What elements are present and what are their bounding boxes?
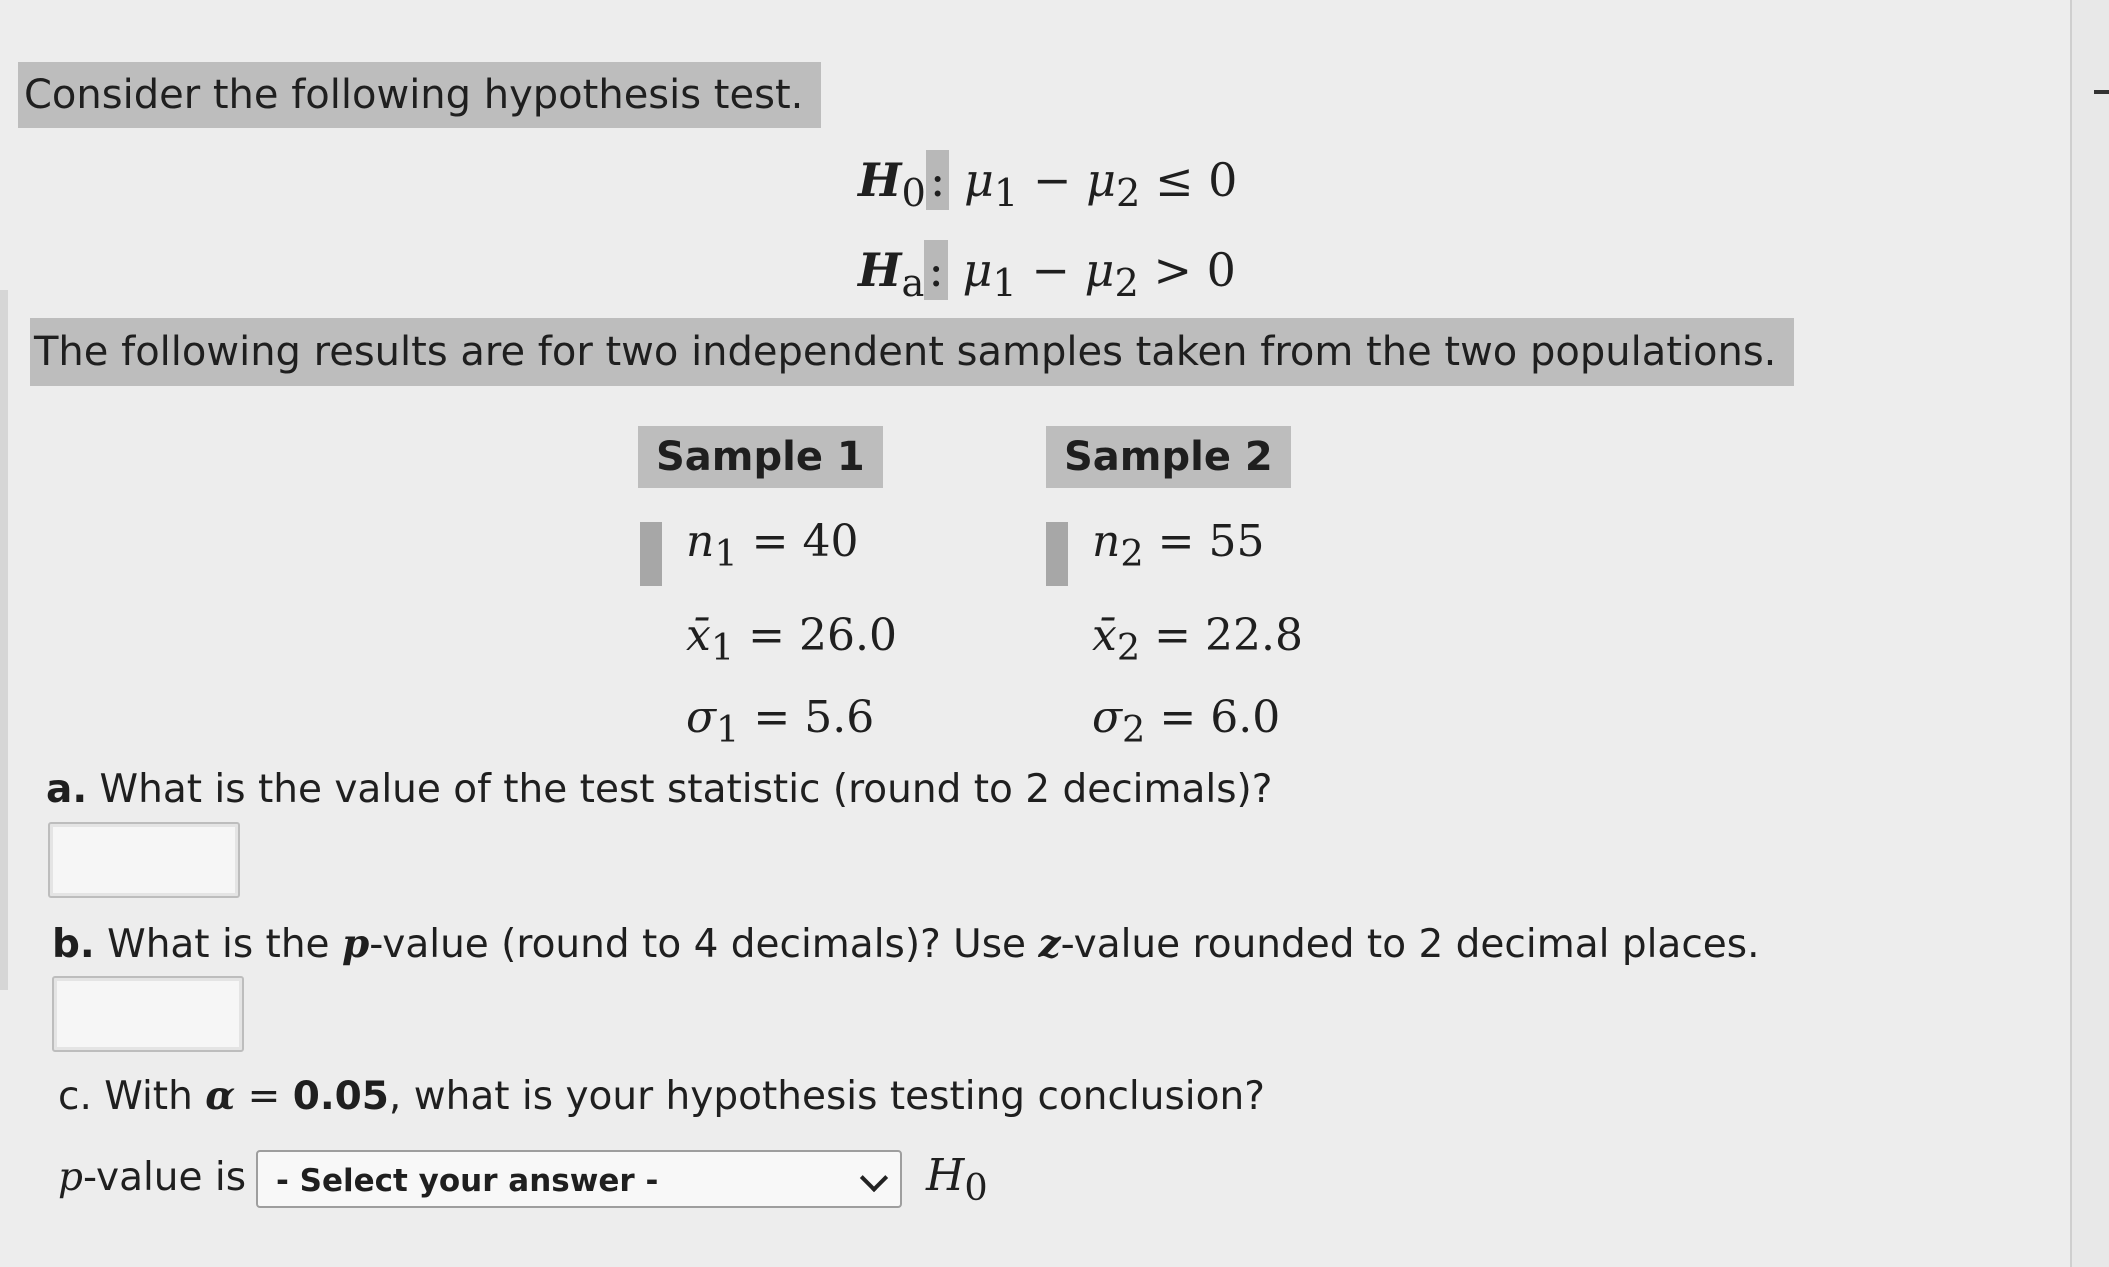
- sample-1-sigma: $\sigma_1 = 5.6$: [686, 692, 875, 751]
- results-text: The following results are for two independent samples taken from the two populations.: [30, 318, 1794, 386]
- alternative-hypothesis: $H_a$: $\mu_1 - \mu_2 > 0$: [858, 240, 1236, 314]
- select-value: - Select your answer -: [276, 1163, 659, 1199]
- sample-1-n: $n_1 = 40$: [686, 516, 859, 575]
- left-edge: [0, 290, 8, 990]
- sample-1-mean: $x̄_1 = 26.0$: [686, 610, 897, 669]
- conclusion-select[interactable]: [256, 1150, 902, 1208]
- answer-b-input[interactable]: [52, 976, 244, 1052]
- question-c: c. With α = 0.05, what is your hypothesis testing conclusion?: [58, 1073, 1265, 1119]
- chevron-down-icon[interactable]: [860, 1164, 888, 1192]
- intro-text: Consider the following hypothesis test.: [18, 62, 821, 128]
- null-hypothesis: $H_0$: $\mu_1 - \mu_2 \le 0$: [858, 150, 1237, 224]
- conclusion-label: p-value is: [58, 1155, 247, 1200]
- sample-2-sigma: $\sigma_2 = 6.0$: [1092, 692, 1281, 751]
- scroll-marker: [2094, 90, 2109, 94]
- sample-2-mean: $x̄_2 = 22.8$: [1092, 610, 1303, 669]
- sample-2-header: Sample 2: [1046, 426, 1291, 488]
- sample-1-marker: [640, 522, 662, 586]
- answer-a-input[interactable]: [48, 822, 240, 898]
- question-a: a. What is the value of the test statistic (round to 2 decimals)?: [46, 767, 1273, 812]
- sample-2-marker: [1046, 522, 1068, 586]
- conclusion-h0: $H_0$: [926, 1150, 988, 1209]
- sample-1-header: Sample 1: [638, 426, 883, 488]
- question-b: b. What is the p-value (round to 4 decimals)? Use z-value rounded to 2 decimal places.: [52, 921, 1760, 967]
- sample-2-n: $n_2 = 55$: [1092, 516, 1265, 575]
